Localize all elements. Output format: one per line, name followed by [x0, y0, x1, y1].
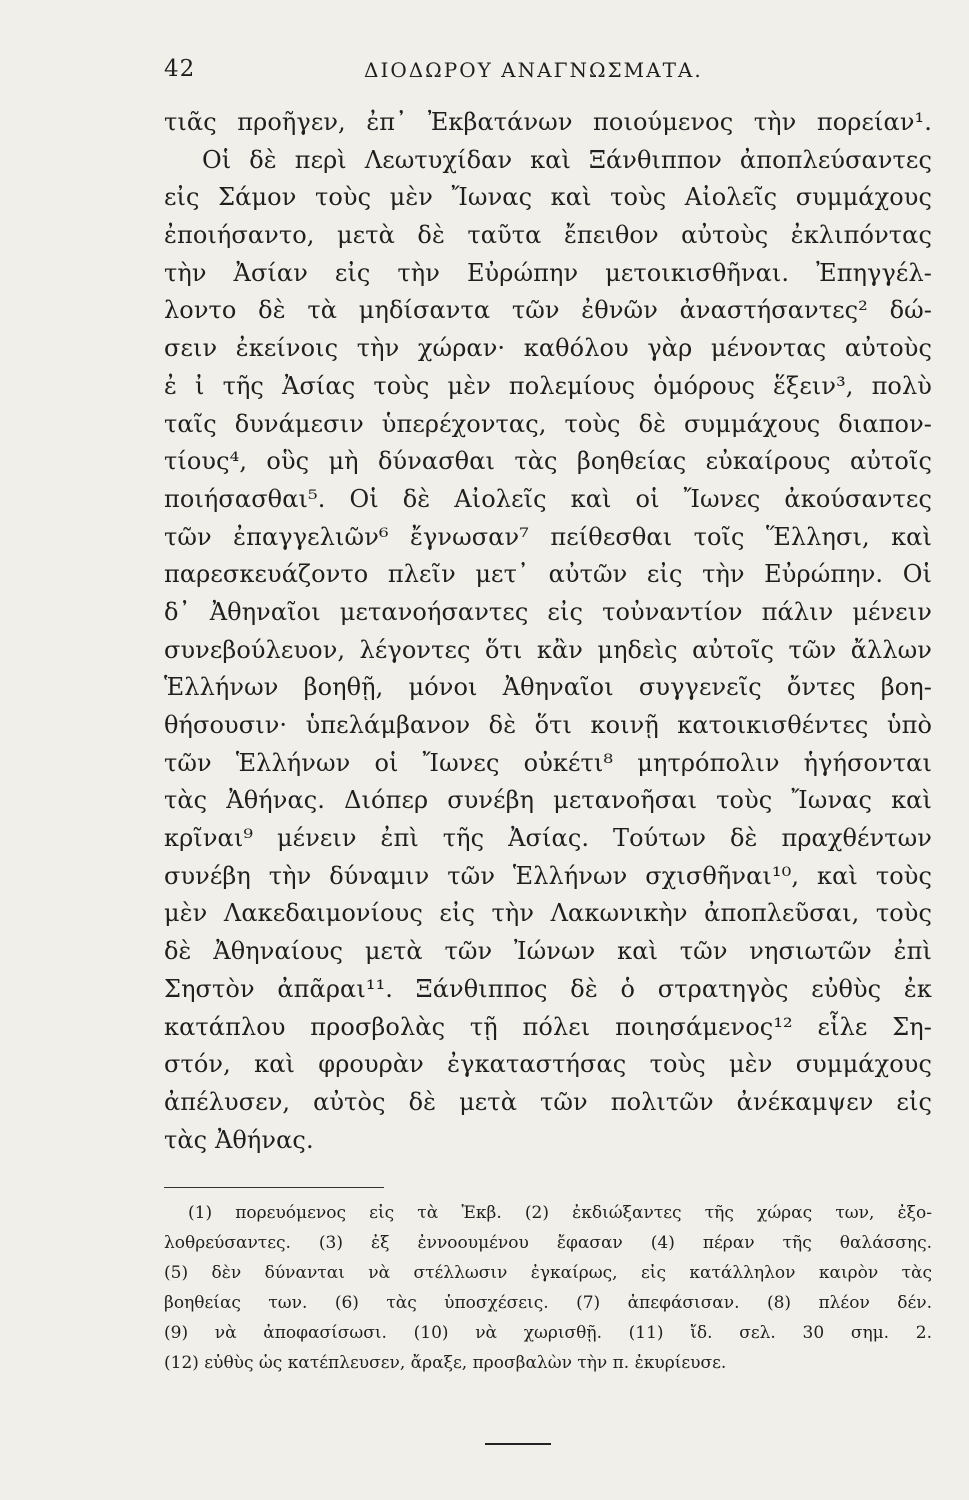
- footnote-line: (1) πορευόμενος εἰς τὰ Ἐκβ. (2) ἐκδιώξαντες τῆς χώρας των, ἐξο-: [188, 1203, 932, 1223]
- footnote-line: (5) δὲν δύνανται νὰ στέλλωσιν ἐγκαίρως, εἰς κατάλληλον καιρὸν τὰς: [164, 1263, 932, 1283]
- footnote-line: βοηθείας των. (6) τὰς ὑποσχέσεις. (7) ἀπεφάσισαν. (8) πλέον δέν.: [164, 1293, 932, 1313]
- footnote-line: λοθρεύσαντες. (3) ἐξ ἐννοουμένου ἔφασαν (4) πέραν τῆς θαλάσσης.: [164, 1233, 932, 1253]
- text-line: σειν ἐκείνοις τὴν χώραν· καθόλου γὰρ μένοντας αὐτοὺς: [164, 334, 932, 363]
- footnotes: [164, 1198, 932, 1378]
- text-line: ταῖς δυνάμεσιν ὑπερέχοντας, τοὺς δὲ συμμάχους διαπον-: [164, 409, 932, 438]
- text-line: τὰς Ἀθήνας. Διόπερ συνέβη μετανοῆσαι τοὺς Ἴωνας καὶ: [164, 786, 932, 815]
- text-line: ἐ ἰ τῆς Ἀσίας τοὺς μὲν πολεμίους ὁμόρους ἕξειν³, πολὺ: [164, 371, 932, 400]
- text-line: τιᾶς προῆγεν, ἐπ᾽ Ἐκβατάνων ποιούμενος τὴν πορείαν¹.: [164, 108, 932, 136]
- text-line: παρεσκευάζοντο πλεῖν μετ᾽ αὐτῶν εἰς τὴν Εὐρώπην. Οἱ: [164, 560, 932, 589]
- text-line: ἀπέλυσεν, αὐτὸς δὲ μετὰ τῶν πολιτῶν ἀνέκαμψεν εἰς: [164, 1087, 932, 1116]
- text-line: συνέβη τὴν δύναμιν τῶν Ἑλλήνων σχισθῆναι¹⁰, καὶ τοὺς: [164, 861, 932, 890]
- text-line: τῶν ἐπαγγελιῶν⁶ ἔγνωσαν⁷ πείθεσθαι τοῖς Ἕλλησι, καὶ: [164, 522, 932, 551]
- text-line: Οἱ δὲ περὶ Λεωτυχίδαν καὶ Ξάνθιππον ἀποπλεύσαντες: [202, 145, 932, 174]
- text-line: κατάπλου προσβολὰς τῇ πόλει ποιησάμενος¹² εἷλε Ση-: [164, 1012, 932, 1041]
- body-text: [164, 104, 932, 1159]
- text-line: μὲν Λακεδαιμονίους εἰς τὴν Λακωνικὴν ἀποπλεῦσαι, τοὺς: [164, 899, 932, 928]
- text-line: συνεβούλευον, λέγοντες ὅτι κἂν μηδεὶς αὐτοῖς τῶν ἄλλων: [164, 635, 932, 664]
- text-line: λοντο δὲ τὰ μηδίσαντα τῶν ἐθνῶν ἀναστήσαντες² δώ-: [164, 296, 932, 325]
- text-line: δ᾽ Ἀθηναῖοι μετανοήσαντες εἰς τοὐναντίον πάλιν μένειν: [164, 597, 932, 626]
- text-line: τὴν Ἀσίαν εἰς τὴν Εὐρώπην μετοικισθῆναι. Ἐπηγγέλ-: [164, 258, 932, 287]
- text-line: τῶν Ἑλλήνων οἱ Ἴωνες οὐκέτι⁸ μητρόπολιν ἡγήσονται: [164, 748, 932, 777]
- text-line: Σηστὸν ἀπᾶραι¹¹. Ξάνθιππος δὲ ὁ στρατηγὸς εὐθὺς ἐκ: [164, 974, 932, 1003]
- text-line: κρῖναι⁹ μένειν ἐπὶ τῆς Ἀσίας. Τούτων δὲ πραχθέντων: [164, 824, 932, 853]
- text-line: ποιήσασθαι⁵. Οἱ δὲ Αἰολεῖς καὶ οἱ Ἴωνες ἀκούσαντες: [164, 484, 932, 513]
- text-line: ἐποιήσαντο, μετὰ δὲ ταῦτα ἔπειθον αὐτοὺς ἐκλιπόντας: [164, 221, 932, 250]
- text-line: τὰς Ἀθήνας.: [164, 1125, 314, 1154]
- text-line: τίους⁴, οὓς μὴ δύνασθαι τὰς βοηθείας εὐκαίρους αὐτοῖς: [164, 447, 932, 476]
- page-header: [164, 56, 927, 96]
- text-line: θήσουσιν· ὑπελάμβανον δὲ ὅτι κοινῇ κατοικισθέντες ὑπὸ: [164, 711, 932, 739]
- footnote-divider: [164, 1187, 384, 1188]
- text-line: εἰς Σάμον τοὺς μὲν Ἴωνας καὶ τοὺς Αἰολεῖς συμμάχους: [164, 183, 932, 212]
- text-line: στόν, καὶ φρουρὰν ἐγκαταστήσας τοὺς μὲν συμμάχους: [164, 1050, 932, 1079]
- footnote-line: (9) νὰ ἀποφασίσωσι. (10) νὰ χωρισθῇ. (11) ἴδ. σελ. 30 σημ. 2.: [164, 1323, 932, 1343]
- text-line: Ἑλλήνων βοηθῇ, μόνοι Ἀθηναῖοι συγγενεῖς ὄντες βοη-: [164, 673, 932, 702]
- running-title: ΔΙΟΔΩΡΟΥ ΑΝΑΓΝΩΣΜΑΤΑ.: [364, 58, 703, 82]
- page-number: 42: [164, 56, 196, 82]
- text-line: δὲ Ἀθηναίους μετὰ τῶν Ἰώνων καὶ τῶν νησιωτῶν ἐπὶ: [164, 937, 932, 966]
- footnote-line: (12) εὐθὺς ὡς κατέπλευσεν, ἄραξε, προσβαλὼν τὴν π. ἐκυρίευσε.: [164, 1353, 727, 1373]
- end-rule: [485, 1443, 551, 1445]
